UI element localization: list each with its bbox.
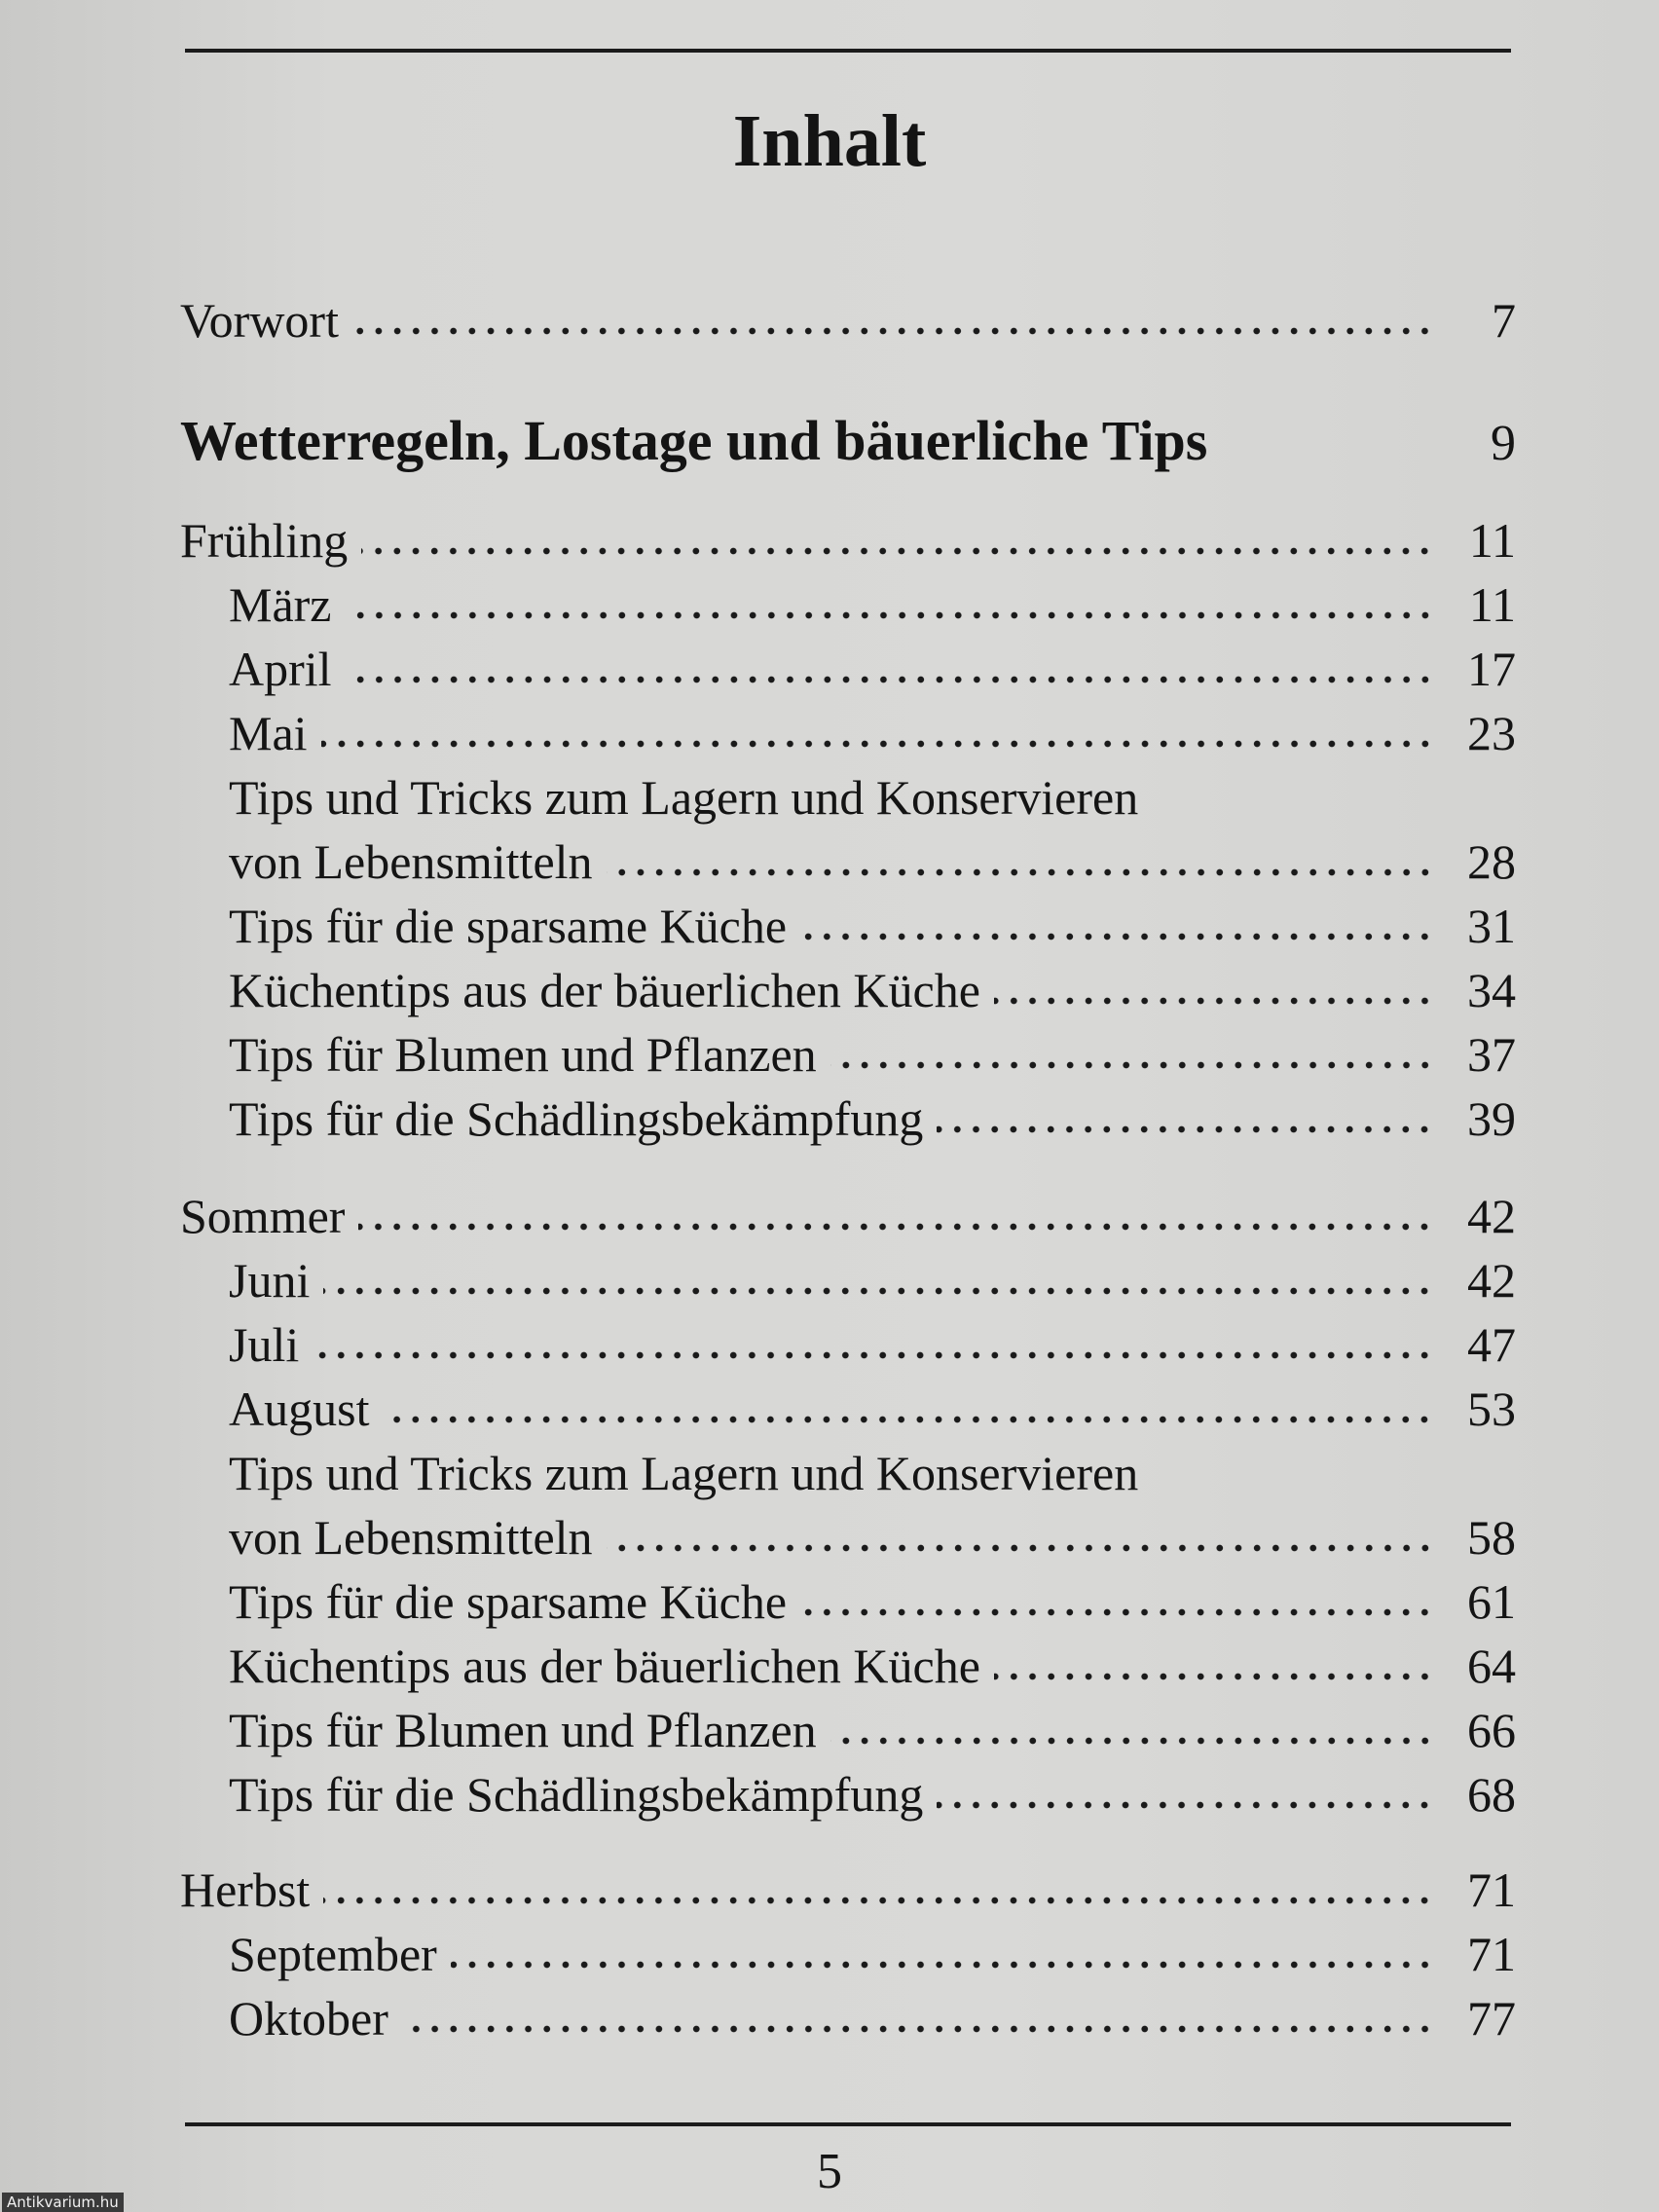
toc-label: Wetterregeln, Lostage und bäuerliche Tips <box>180 409 1208 472</box>
dot-leader <box>800 1606 1434 1618</box>
toc-entry-mai <box>229 701 1516 765</box>
toc-page: 23 <box>1467 706 1516 760</box>
toc-page: 11 <box>1468 513 1516 568</box>
toc-entry-juni <box>229 1248 1516 1312</box>
page-number: 5 <box>817 2144 842 2199</box>
toc-entry-lagern-line1 <box>229 1441 1516 1505</box>
dot-leader <box>361 545 1434 557</box>
bottom-rule <box>185 2122 1511 2126</box>
dot-leader <box>994 1671 1434 1682</box>
toc-page: 71 <box>1467 1927 1516 1981</box>
toc-page: 39 <box>1467 1091 1516 1146</box>
dot-leader <box>313 1349 1434 1361</box>
toc-label: Tips und Tricks zum Lagern und Konservieren <box>229 770 1139 825</box>
toc-page: 42 <box>1467 1253 1516 1308</box>
toc-label: Mai <box>229 706 308 760</box>
dot-leader <box>937 1799 1434 1811</box>
toc-page: 64 <box>1467 1639 1516 1693</box>
toc-entry-august <box>229 1377 1516 1441</box>
dot-leader <box>402 2023 1434 2035</box>
toc-page: 31 <box>1467 899 1516 953</box>
toc-entry-sommer <box>180 1184 1516 1248</box>
toc-page: 61 <box>1467 1574 1516 1629</box>
toc-label: Juni <box>229 1253 311 1308</box>
toc-section-heading <box>180 409 1516 473</box>
toc-label: von Lebensmitteln <box>229 1510 593 1565</box>
toc-label: von Lebensmitteln <box>229 834 593 889</box>
dot-leader <box>607 866 1434 878</box>
toc-label: Küchentips aus der bäuerlichen Küche <box>229 963 980 1017</box>
toc-entry-april <box>229 637 1516 701</box>
dot-leader <box>830 1059 1434 1071</box>
toc-label: Tips für die sparsame Küche <box>229 1574 788 1629</box>
dot-leader <box>323 1895 1434 1906</box>
dot-leader <box>800 931 1434 942</box>
toc-entry-fruehling <box>180 508 1516 572</box>
toc-label: Vorwort <box>180 293 339 348</box>
toc-page: 66 <box>1467 1703 1516 1757</box>
toc-entry-vorwort <box>180 288 1516 352</box>
dot-leader <box>994 995 1434 1007</box>
dot-leader <box>937 1124 1434 1135</box>
toc-label: Frühling <box>180 513 349 568</box>
toc-entry-lagern-line2 <box>229 830 1516 894</box>
toc-label: April <box>229 642 332 696</box>
dot-leader <box>352 325 1434 337</box>
toc-label: September <box>229 1927 437 1981</box>
dot-leader <box>358 1221 1434 1233</box>
toc-label: Juli <box>229 1317 300 1372</box>
toc-entry-sparsame-kueche <box>229 894 1516 958</box>
dot-leader <box>607 1542 1434 1554</box>
toc-label: Tips und Tricks zum Lagern und Konservieren <box>229 1446 1139 1500</box>
toc-entry-juli <box>229 1312 1516 1377</box>
watermark: Antikvarium.hu <box>2 2193 124 2212</box>
dot-leader <box>346 609 1435 621</box>
toc-label: Tips für Blumen und Pflanzen <box>229 1027 817 1082</box>
toc-label: Tips für die Schädlingsbekämpfung <box>229 1767 924 1822</box>
toc-entry-maerz <box>229 572 1516 637</box>
toc-label: Herbst <box>180 1862 311 1917</box>
toc-page: 28 <box>1467 834 1516 889</box>
toc-page: 9 <box>1491 416 1516 471</box>
toc-page: 77 <box>1467 1991 1516 2046</box>
toc-label: August <box>229 1382 370 1436</box>
toc-page: 37 <box>1467 1027 1516 1082</box>
toc-label: März <box>229 577 332 632</box>
dot-leader <box>321 738 1434 750</box>
toc-label: Oktober <box>229 1991 388 2046</box>
toc-entry-blumen <box>229 1022 1516 1087</box>
toc-page: 42 <box>1467 1189 1516 1243</box>
toc-page: 7 <box>1492 293 1516 348</box>
toc-page: 17 <box>1467 642 1516 696</box>
toc-page: 11 <box>1468 577 1516 632</box>
dot-leader <box>346 674 1434 685</box>
dot-leader <box>383 1414 1434 1425</box>
toc-label: Küchentips aus der bäuerlichen Küche <box>229 1639 980 1693</box>
toc-label: Sommer <box>180 1189 346 1243</box>
toc-page: 71 <box>1467 1862 1516 1917</box>
toc-entry-oktober <box>229 1986 1516 2050</box>
toc-label: Tips für die Schädlingsbekämpfung <box>229 1091 924 1146</box>
toc-entry-schaedlinge <box>229 1762 1516 1826</box>
top-rule <box>185 49 1511 53</box>
toc-page: 68 <box>1467 1767 1516 1822</box>
toc-label: Tips für Blumen und Pflanzen <box>229 1703 817 1757</box>
toc-page: 53 <box>1467 1382 1516 1436</box>
toc-label: Tips für die sparsame Küche <box>229 899 788 953</box>
dot-leader <box>830 1735 1434 1747</box>
toc-entry-lagern-line2 <box>229 1505 1516 1569</box>
toc-page: 34 <box>1467 963 1516 1017</box>
toc-entry-lagern-line1 <box>229 765 1516 830</box>
toc-page: 47 <box>1467 1317 1516 1372</box>
toc-entry-schaedlinge <box>229 1087 1516 1151</box>
toc-entry-blumen <box>229 1698 1516 1762</box>
toc-entry-sparsame-kueche <box>229 1569 1516 1634</box>
toc-entry-september <box>229 1922 1516 1986</box>
toc-page: 58 <box>1467 1510 1516 1565</box>
toc-entry-herbst <box>180 1858 1516 1922</box>
dot-leader <box>323 1285 1434 1297</box>
page-title: Inhalt <box>732 100 927 182</box>
toc-entry-kuechentips <box>229 1634 1516 1698</box>
dot-leader <box>451 1959 1434 1971</box>
toc-entry-kuechentips <box>229 958 1516 1022</box>
